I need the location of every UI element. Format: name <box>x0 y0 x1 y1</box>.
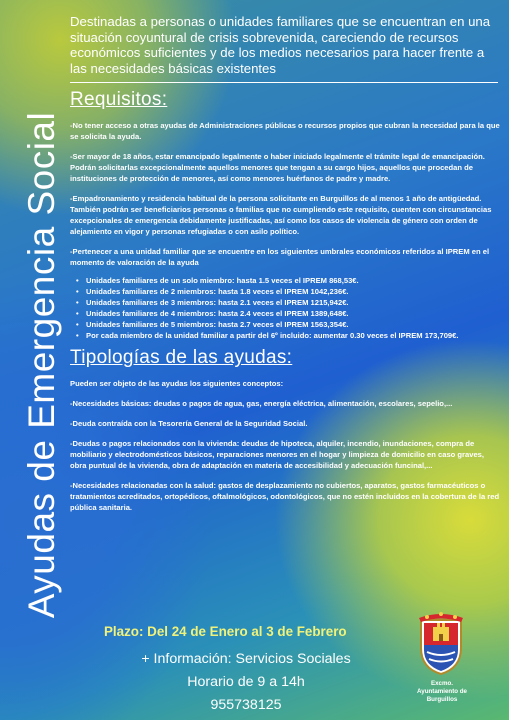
vertical-title-text: Ayudas de Emergencia Social <box>21 111 63 619</box>
tipologia-paragraph: -Necesidades básicas: deudas o pagos de agua, gas, energía eléctrica, alimentación, escolares, sepelio,... <box>70 399 453 409</box>
crest-caption-line: Burguillos <box>426 696 458 703</box>
vertical-title <box>22 20 62 710</box>
list-item: • Unidades familiares de 2 miembros: hasta 1.8 veces el IPREM 1042,236€. <box>76 287 349 297</box>
tipologia-paragraph: Pueden ser objeto de las ayudas los siguientes conceptos: <box>70 379 284 389</box>
info-line: + Información: Servicios Sociales <box>141 651 351 667</box>
crest-caption-line: Excmo. <box>430 680 453 687</box>
tipologia-paragraph: -Necesidades relacionadas con la salud: gastos de desplazamiento no cubiertos, aparatos, gastos farmacéuticos o tratamientos acreditados, ortopédicos, oftalmológicos, odontológicos, que no estén incluidos en la cobertura de la red pública sanitaria. <box>70 481 500 513</box>
tipologia-paragraph: -Deudas o pagos relacionados con la vivienda: deudas de hipoteca, alquiler, incendio, inundaciones, compra de mobiliario y electrodomésticos básicos, reparaciones menores en el hogar y limpieza de domicilio en caso graves, obra puntual de la vivienda, obra de adaptación en materia de accesibilidad y adecuación funcinal,... <box>70 439 485 471</box>
list-item: • Unidades familiares de 5 miembros: hasta 2.7 veces el IPREM 1563,354€. <box>76 320 349 330</box>
crest-caption-line: Ayuntamiento de <box>417 688 467 695</box>
tipologias-title: Tipologías de las ayudas: <box>70 347 293 369</box>
list-item: • Unidades familiares de 4 miembros: hasta 2.4 veces el IPREM 1389,648€. <box>76 309 349 319</box>
main-content <box>70 14 502 522</box>
schedule-line: Horario de 9 a 14h <box>187 674 305 690</box>
list-item: • Unidades familiares de 3 miembros: hasta 2.1 veces el IPREM 1215,942€. <box>76 298 349 308</box>
requisito-paragraph: -Ser mayor de 18 años, estar emancipado legalmente o haber iniciado legalmente el trámite legal de emancipación. Podrán solicitarlas excepcionalmente aquellos menores que tengan a su cargo hijos, aquellos que procedan de instituciones de protección de menores, así como menores huérfanos de padre y madre. <box>70 152 485 184</box>
requisito-paragraph: -Pertenecer a una unidad familiar que se encuentre en los siguientes umbrales económicos referidos al IPREM en el momento de valoración de la ayuda <box>70 247 490 268</box>
requisitos-title: Requisitos: <box>70 89 168 111</box>
iprem-list <box>76 275 502 341</box>
crest-caption <box>392 680 492 704</box>
contact-info <box>114 648 378 717</box>
requisito-paragraph: -Empadronamiento y residencia habitual de la persona solicitante en Burguillos de al menos 1 año de antigüedad. También podrán ser beneficiarios personas o familias que no cumpliendo este requisito, cuenten con circunstancias excepcionales de emergencia debidamente justificadas, así como los casos de violencia de género con orden de alejamiento en vigor y personas refugiadas o con asilo político. <box>70 194 492 237</box>
list-item: • Unidades familiares de un solo miembro: hasta 1.5 veces el IPREM 868,53€. <box>76 276 359 286</box>
intro-text: Destinadas a personas o unidades familiares que se encuentran en una situación coyuntural de crisis sobrevenida, careciendo de recursos económicos suficientes y de los medios necesarios para hacer frente a las necesidades básicas existentes <box>70 14 491 76</box>
divider <box>70 82 498 83</box>
list-item: • Por cada miembro de la unidad familiar a partir del 6º incluido: aumentar 0.30 veces el IPREM 173,709€. <box>76 331 459 341</box>
phone-number: 955738125 <box>210 697 282 713</box>
coat-of-arms-icon <box>413 612 469 676</box>
requisito-paragraph: -No tener acceso a otras ayudas de Administraciones públicas o recursos propios que cubran la necesidad para la que se solicita la ayuda. <box>70 121 500 142</box>
tipologia-paragraph: -Deuda contraída con la Tesorería General de la Seguridad Social. <box>70 419 308 429</box>
plazo-text: Plazo: Del 24 de Enero al 3 de Febrero <box>104 624 347 639</box>
